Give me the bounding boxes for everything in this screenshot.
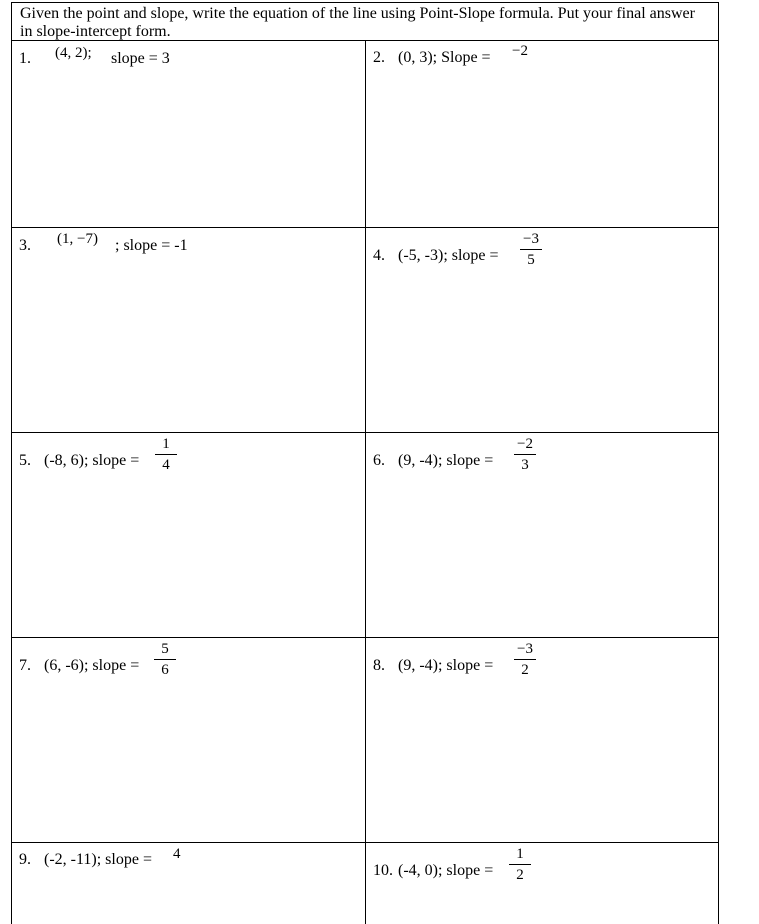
slope-fraction [154, 641, 176, 678]
problem-number: 3. [19, 237, 31, 254]
problem-number: 10. [373, 862, 393, 879]
fraction-bar [155, 454, 177, 455]
problem-slope: ; slope = -1 [115, 237, 188, 254]
fraction-bar [509, 864, 531, 865]
slope-fraction [514, 641, 536, 678]
outer-right-border [718, 41, 719, 924]
problem-number: 7. [19, 657, 31, 674]
instructions: Given the point and slope, write the equation of the line using Point-Slope formula. Put your final answer in slope-intercept form. [11, 2, 719, 41]
outer-left-border [11, 41, 12, 924]
row-divider-4 [11, 842, 719, 843]
problem-text: (-8, 6); slope = [44, 452, 140, 469]
fraction-bar [514, 454, 536, 455]
problem-point: (4, 2); [55, 45, 92, 61]
slope-value: −2 [512, 43, 528, 59]
slope-value: 4 [173, 846, 181, 862]
fraction-denominator: 2 [521, 662, 529, 678]
slope-fraction [520, 231, 542, 268]
problem-text: (-4, 0); slope = [398, 862, 494, 879]
row-divider-2 [11, 432, 719, 433]
fraction-denominator: 6 [161, 662, 169, 678]
fraction-numerator: −3 [517, 641, 533, 657]
problem-text: (9, -4); slope = [398, 452, 494, 469]
fraction-numerator: 5 [161, 641, 169, 657]
problem-number: 1. [19, 50, 31, 67]
fraction-denominator: 2 [516, 867, 524, 883]
fraction-numerator: 1 [162, 436, 170, 452]
fraction-numerator: 1 [516, 846, 524, 862]
row-divider-1 [11, 227, 719, 228]
problem-text: (-5, -3); slope = [398, 247, 499, 264]
fraction-denominator: 4 [162, 457, 170, 473]
problem-number: 9. [19, 851, 31, 868]
fraction-bar [154, 659, 176, 660]
problem-number: 6. [373, 452, 385, 469]
slope-fraction [155, 436, 177, 473]
slope-fraction [509, 846, 531, 883]
fraction-denominator: 5 [527, 252, 535, 268]
problem-number: 2. [373, 49, 385, 66]
row-divider-3 [11, 637, 719, 638]
problem-slope: slope = 3 [111, 50, 170, 67]
problem-text: (6, -6); slope = [44, 657, 140, 674]
problem-text: (-2, -11); slope = [44, 851, 152, 868]
problem-text: (0, 3); Slope = [398, 49, 491, 66]
problem-number: 4. [373, 247, 385, 264]
problem-number: 8. [373, 657, 385, 674]
fraction-numerator: −2 [517, 436, 533, 452]
fraction-bar [520, 249, 542, 250]
slope-fraction [514, 436, 536, 473]
problem-text: (9, -4); slope = [398, 657, 494, 674]
fraction-denominator: 3 [521, 457, 529, 473]
fraction-numerator: −3 [523, 231, 539, 247]
problem-number: 5. [19, 452, 31, 469]
problem-point: (1, −7) [57, 231, 98, 247]
fraction-bar [514, 659, 536, 660]
column-divider [365, 41, 366, 924]
